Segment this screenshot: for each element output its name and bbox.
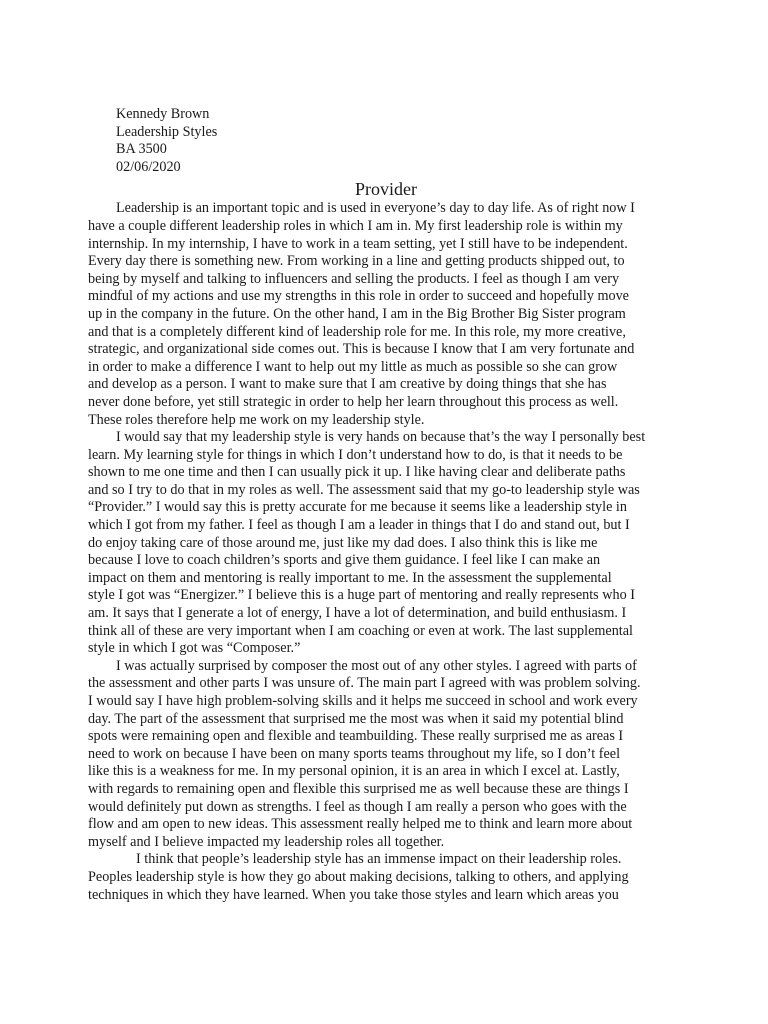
paragraph-line: do enjoy taking care of those around me, just like my dad does. I also think this is like me [88,534,598,551]
course-code: BA 3500 [116,141,167,158]
paragraph-line: impact on them and mentoring is really important to me. In the assessment the supplemental [88,569,612,586]
paragraph-line: never done before, yet still strategic in order to help her learn throughout this process as well. [88,393,619,410]
paragraph-line: with regards to remaining open and flexible this surprised me as well because these are things I [88,780,629,797]
paragraph-line: I would say that my leadership style is very hands on because that’s the way I personally best [116,429,646,446]
paragraph-line: I was actually surprised by composer the most out of any other styles. I agreed with parts of [116,657,637,674]
paragraph-line: day. The part of the assessment that surprised me the most was when it said my potential blind [88,710,624,727]
body-paragraph [88,851,684,904]
paragraph-line: “Provider.” I would say this is pretty accurate for me because it seems like a leadership style in [88,499,627,516]
paragraph-line: spots were remaining open and flexible and teambuilding. These really surprised me as areas I [88,728,624,745]
document-header [88,106,684,176]
paragraph-line: These roles therefore help me work on my leadership style. [88,411,425,428]
author-name: Kennedy Brown [116,106,210,122]
course-title: Leadership Styles [116,123,218,140]
paragraph-line: because I love to coach children’s sports and give them guidance. I feel like I can make an [88,552,601,569]
paragraph-line: flow and am open to new ideas. This assessment really helped me to think and learn more about [88,816,633,833]
paragraph-line: I think that people’s leadership style has an immense impact on their leadership roles. [136,851,622,868]
paragraph-line: Every day there is something new. From working in a line and getting products shipped out, to [88,253,625,270]
paragraph-line: am. It says that I generate a lot of energy, I have a lot of determination, and build enthusiasm. I [88,605,627,622]
paragraph-line: like this is a weakness for me. In my personal opinion, it is an area in which I excel at. Lastly, [88,763,620,780]
paragraph-line: internship. In my internship, I have to work in a team setting, yet I still have to be independent. [88,235,628,252]
paragraph-line: style in which I got was “Composer.” [88,640,301,657]
paragraph-line: style I got was “Energizer.” I believe this is a huge part of mentoring and really represents who I [88,587,635,604]
paragraph-line: mindful of my actions and use my strengths in this role in order to succeed and hopefully move [88,288,629,305]
paragraph-line: Leadership is an important topic and is used in everyone’s day to day life. As of right now I [116,200,635,217]
paragraph-line: up in the company in the future. On the other hand, I am in the Big Brother Big Sister program [88,305,626,322]
paragraph-line: would definitely put down as strengths. I feel as though I am really a person who goes with the [88,798,627,815]
paragraph-line: strategic, and organizational side comes out. This is because I know that I am very fortunate and [88,341,635,358]
body-paragraph [88,200,684,429]
document-body [88,200,684,904]
document-title: Provider [355,179,417,200]
paragraph-line: need to work on because I have been on many sports teams throughout my life, so I don’t feel [88,745,621,762]
paragraph-line: and that is a completely different kind of leadership role for me. In this role, my more creative, [88,323,626,340]
paragraph-line: in order to make a difference I want to help out my little as much as possible so she can grow [88,358,618,375]
paragraph-line: and develop as a person. I want to make sure that I am creative by doing things that she has [88,376,607,393]
paragraph-line: Peoples leadership style is how they go about making decisions, talking to others, and applying [88,868,629,885]
paragraph-line: being by myself and talking to influencers and selling the products. I feel as though I am very [88,270,620,287]
paragraph-line: learn. My learning style for things in which I don’t understand how to do, is that it needs to be [88,446,623,463]
paragraph-line: think all of these are very important when I am coaching or even at work. The last supplemental [88,622,633,639]
paragraph-line: have a couple different leadership roles in which I am in. My first leadership role is within my [88,217,623,234]
paragraph-line: which I got from my father. I feel as though I am a leader in things that I do and stand out, but I [88,517,630,534]
paragraph-line: techniques in which they have learned. When you take those styles and learn which areas you [88,886,619,903]
body-paragraph [88,658,684,852]
paragraph-line: and so I try to do that in my roles as well. The assessment said that my go-to leadership style was [88,481,640,498]
paragraph-line: the assessment and other parts I was unsure of. The main part I agreed with was problem solving. [88,675,641,692]
document-date: 02/06/2020 [116,158,181,175]
paragraph-line: I would say I have high problem-solving skills and it helps me succeed in school and work every [88,693,638,709]
paragraph-line: shown to me one time and then I can usually pick it up. I like having clear and deliberate paths [88,464,626,481]
body-paragraph [88,429,684,658]
document-page [88,106,684,904]
paragraph-line: myself and I believe impacted my leadership roles all together. [88,833,445,850]
